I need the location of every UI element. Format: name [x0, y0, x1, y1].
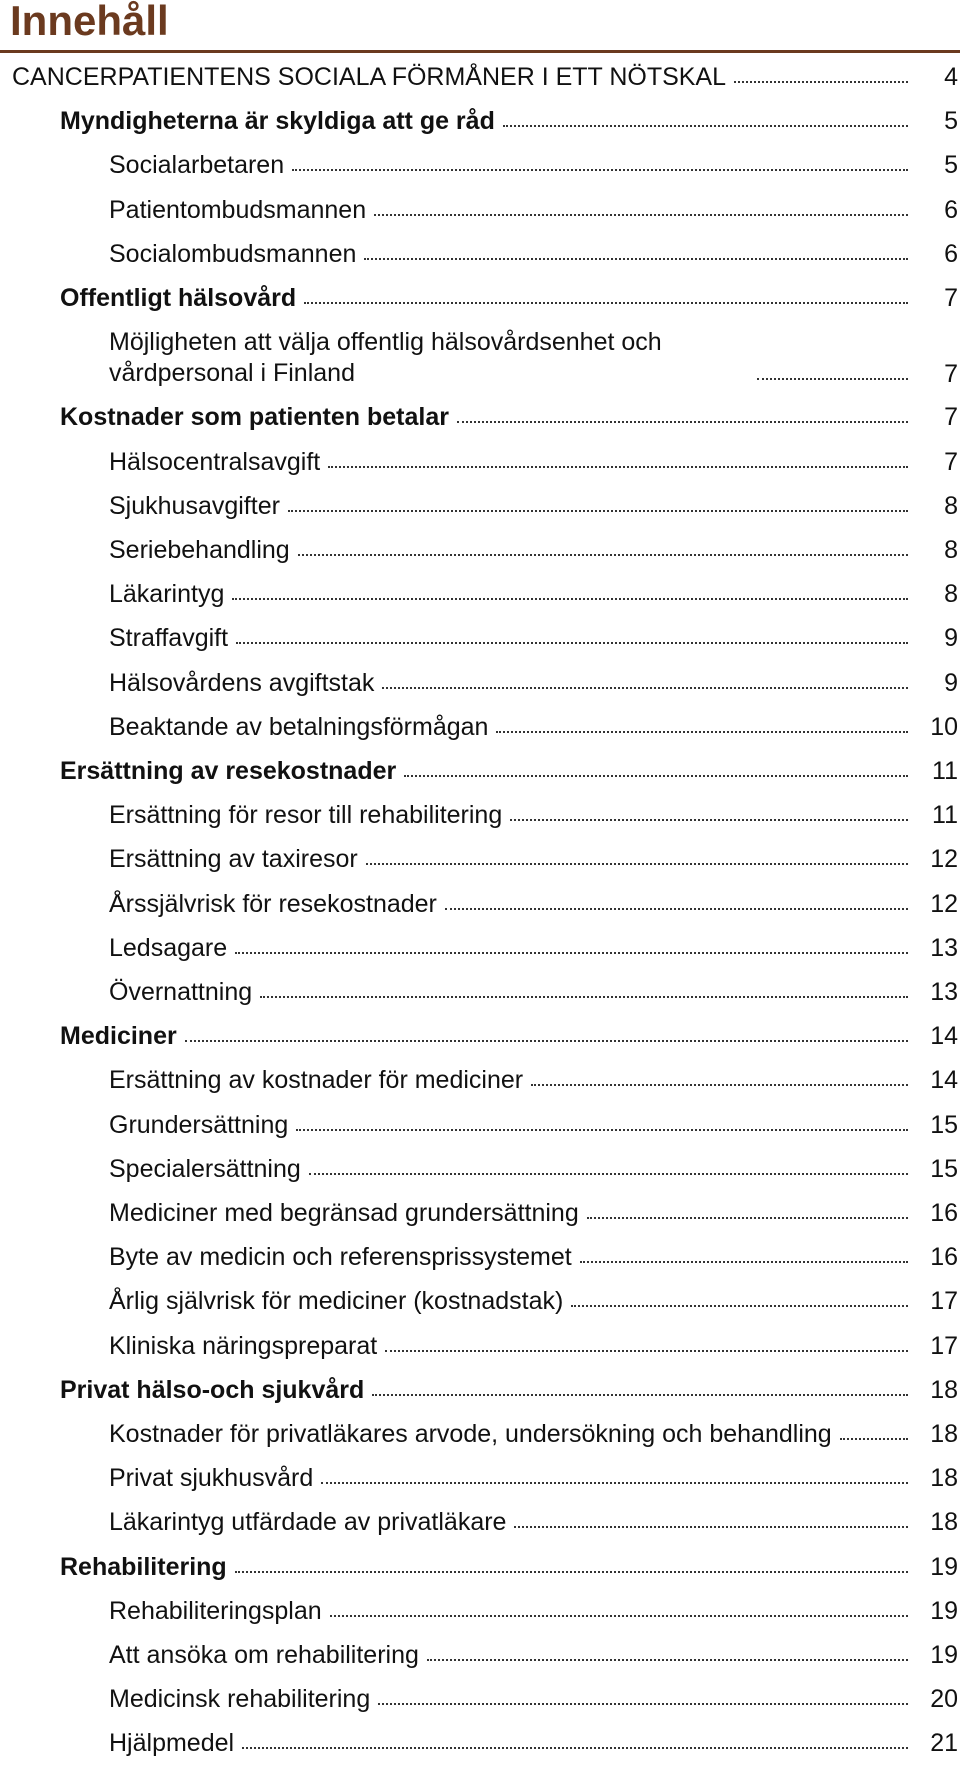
dot-leader [840, 1438, 908, 1440]
toc-page-number: 15 [930, 1110, 958, 1139]
dot-leader [531, 1084, 908, 1086]
toc-entry-title: Hälsocentralsavgift [109, 447, 321, 476]
toc-page-number: 19 [930, 1641, 958, 1669]
page-title: Innehåll [10, 0, 169, 44]
toc-page-number: 12 [930, 889, 958, 918]
dot-leader [404, 775, 908, 777]
toc-entry-title: Myndigheterna är skyldiga att ge råd [60, 107, 495, 136]
toc-entry[interactable] [0, 931, 960, 963]
toc-page-number: 6 [944, 239, 958, 268]
toc-page-number: 11 [932, 757, 958, 785]
toc-entry-title: Läkarintyg [109, 580, 225, 609]
toc-entry-title: Socialarbetaren [109, 151, 285, 180]
toc-entry-title: Ledsagare [109, 933, 228, 962]
toc-entry[interactable] [0, 1063, 960, 1095]
toc-entry[interactable] [0, 1550, 960, 1582]
dot-leader [445, 908, 908, 910]
dot-leader [496, 731, 908, 733]
toc-page-number: 9 [944, 668, 958, 697]
title-divider [0, 50, 960, 53]
dot-leader [328, 466, 908, 468]
dot-leader [292, 169, 908, 171]
toc-entry[interactable] [0, 1019, 960, 1051]
dot-leader [288, 510, 908, 512]
toc-page-number: 15 [930, 1154, 958, 1183]
toc-page-number: 10 [930, 712, 958, 741]
toc-entry[interactable] [0, 1108, 960, 1140]
dot-leader [503, 125, 908, 127]
toc-page-number: 7 [944, 403, 958, 432]
toc-entry[interactable] [0, 1329, 960, 1361]
toc-page-number: 16 [930, 1243, 958, 1272]
toc-entry[interactable] [0, 445, 960, 477]
toc-entry-title: Byte av medicin och referensprissystemet [109, 1243, 572, 1272]
toc-page-number: 17 [930, 1331, 958, 1360]
toc-page-number: 9 [944, 624, 958, 653]
toc-entry-title: Ersättning av taxiresor [109, 845, 358, 874]
toc-page-number: 17 [930, 1287, 958, 1316]
toc-page-number: 6 [944, 195, 958, 224]
toc-entry-title: Årssjälvrisk för resekostnader [109, 889, 437, 918]
toc-page-number: 13 [930, 933, 958, 962]
toc-entry[interactable] [0, 489, 960, 521]
toc-entry-title: Mediciner med begränsad grundersättning [109, 1199, 579, 1227]
toc-entry-title: Hälsovårdens avgiftstak [109, 668, 375, 697]
toc-entry[interactable] [0, 104, 960, 136]
dot-leader [296, 1129, 908, 1131]
toc-entry[interactable] [0, 887, 960, 919]
toc-entry-title: Övernattning [109, 978, 253, 1006]
toc-page-number: 7 [944, 360, 958, 389]
toc-entry[interactable] [0, 975, 960, 1007]
dot-leader [235, 1571, 908, 1573]
toc-entry[interactable] [0, 281, 960, 313]
toc-entry-title: Ersättning för resor till rehabilitering [109, 801, 503, 830]
dot-leader [757, 378, 908, 380]
dot-leader [457, 421, 908, 423]
toc-entry[interactable] [0, 754, 960, 786]
toc-page-number: 14 [930, 1022, 958, 1051]
toc-entry[interactable] [0, 237, 960, 269]
dot-leader [235, 952, 908, 954]
toc-entry[interactable] [0, 842, 960, 874]
dot-leader [385, 1350, 908, 1352]
toc-page-number: 5 [944, 151, 958, 180]
toc-page-number: 18 [930, 1508, 958, 1537]
toc-entry[interactable] [0, 1461, 960, 1493]
toc-entry-title: Mediciner [60, 1022, 177, 1051]
toc-entry[interactable] [0, 1726, 960, 1758]
toc-entry-title: Rehabiliteringsplan [109, 1596, 322, 1625]
toc-entry[interactable] [0, 1196, 960, 1228]
toc-page-number: 8 [944, 580, 958, 609]
dot-leader [236, 642, 908, 644]
dot-leader [510, 819, 908, 821]
toc-entry-title: Hjälpmedel [109, 1729, 235, 1758]
toc-page-number: 18 [930, 1420, 958, 1448]
toc-entry-title: Årlig självrisk för mediciner (kostnadstak) [109, 1287, 564, 1316]
dot-leader [321, 1482, 908, 1484]
toc-entry[interactable] [0, 1240, 960, 1272]
dot-leader [378, 1703, 908, 1705]
toc-entry[interactable] [0, 60, 960, 92]
toc-page-number: 4 [944, 63, 958, 91]
dot-leader [366, 863, 908, 865]
toc-entry[interactable] [0, 1284, 960, 1316]
toc-entry-title: Specialersättning [109, 1154, 301, 1183]
toc-entry[interactable] [0, 1505, 960, 1537]
dot-leader [372, 1394, 908, 1396]
toc-entry-title: Sjukhusavgifter [109, 491, 280, 520]
toc-entry[interactable] [0, 577, 960, 609]
dot-leader [309, 1173, 908, 1175]
toc-page-number: 18 [930, 1375, 958, 1404]
toc-page-number: 7 [944, 447, 958, 476]
toc-page-number: 14 [930, 1066, 958, 1095]
toc-entry-title: Patientombudsmannen [109, 195, 367, 224]
toc-entry-title: Ersättning av resekostnader [60, 757, 397, 785]
toc-entry-title: Socialombudsmannen [109, 239, 357, 268]
toc-entry[interactable] [0, 1682, 960, 1714]
dot-leader [330, 1615, 908, 1617]
dot-leader [374, 214, 908, 216]
toc-entry[interactable] [0, 666, 960, 698]
toc-entry-title: Medicinsk rehabilitering [109, 1685, 371, 1714]
toc-page-number: 21 [930, 1729, 958, 1758]
toc-entry-title: Grundersättning [109, 1110, 289, 1139]
toc-entry[interactable] [0, 148, 960, 180]
toc-entry-title: Kostnader som patienten betalar [60, 403, 449, 432]
toc-entry[interactable] [0, 1373, 960, 1405]
toc-page-number: 19 [930, 1596, 958, 1625]
dot-leader [304, 302, 908, 304]
toc-entry[interactable] [0, 1638, 960, 1670]
toc-entry[interactable] [0, 400, 960, 432]
dot-leader [580, 1261, 908, 1263]
toc-entry-title: Kliniska näringspreparat [109, 1331, 378, 1360]
dot-leader [185, 1040, 908, 1042]
toc-entry[interactable] [0, 533, 960, 565]
toc-entry[interactable] [0, 621, 960, 653]
toc-entry-title: Privat sjukhusvård [109, 1464, 314, 1493]
toc-entry-title: Beaktande av betalningsförmågan [109, 712, 489, 741]
toc-page-number: 12 [930, 845, 958, 874]
toc-entry-title: Kostnader för privatläkares arvode, undersökning och behandling [109, 1420, 832, 1448]
dot-leader [587, 1217, 908, 1219]
toc-entry[interactable] [0, 193, 960, 225]
toc-entry-title: CANCERPATIENTENS SOCIALA FÖRMÅNER I ETT NÖTSKAL [12, 63, 727, 91]
dot-leader [242, 1747, 908, 1749]
toc-page-number: 5 [944, 107, 958, 136]
dot-leader [232, 598, 908, 600]
toc-entry-title: Offentligt hälsovård [60, 284, 297, 312]
toc-entry-title: Möjligheten att välja offentlig hälsovårdsenhet och vårdpersonal i Finland [109, 328, 662, 388]
dot-leader [382, 687, 908, 689]
toc-entry-title: Seriebehandling [109, 536, 290, 564]
toc-entry-title: Läkarintyg utfärdade av privatläkare [109, 1508, 507, 1537]
dot-leader [364, 258, 908, 260]
dot-leader [427, 1659, 908, 1661]
toc-entry-title: Ersättning av kostnader för mediciner [109, 1066, 524, 1095]
toc-page-number: 13 [930, 978, 958, 1006]
toc-page-number: 8 [944, 491, 958, 520]
toc-page-number: 7 [944, 284, 958, 312]
toc-page-number: 18 [930, 1464, 958, 1493]
toc-page-number: 11 [932, 801, 958, 830]
toc-entry-title: Straffavgift [109, 624, 229, 653]
toc-page-number: 20 [930, 1685, 958, 1714]
dot-leader [298, 554, 908, 556]
toc-entry-title: Privat hälso-och sjukvård [60, 1375, 365, 1404]
toc-entry[interactable] [0, 798, 960, 830]
toc-entry[interactable] [0, 325, 960, 389]
dot-leader [571, 1305, 908, 1307]
dot-leader [260, 996, 908, 998]
toc-page-number: 8 [944, 536, 958, 564]
toc-entry-title: Att ansöka om rehabilitering [109, 1641, 419, 1669]
toc-entry-title: Rehabilitering [60, 1552, 227, 1581]
toc-entry[interactable] [0, 1417, 960, 1449]
toc-page-number: 16 [930, 1199, 958, 1227]
dot-leader [514, 1526, 908, 1528]
toc-entry[interactable] [0, 1594, 960, 1626]
dot-leader [734, 81, 908, 83]
toc-entry[interactable] [0, 1152, 960, 1184]
toc-entry[interactable] [0, 710, 960, 742]
toc-page-number: 19 [930, 1552, 958, 1581]
